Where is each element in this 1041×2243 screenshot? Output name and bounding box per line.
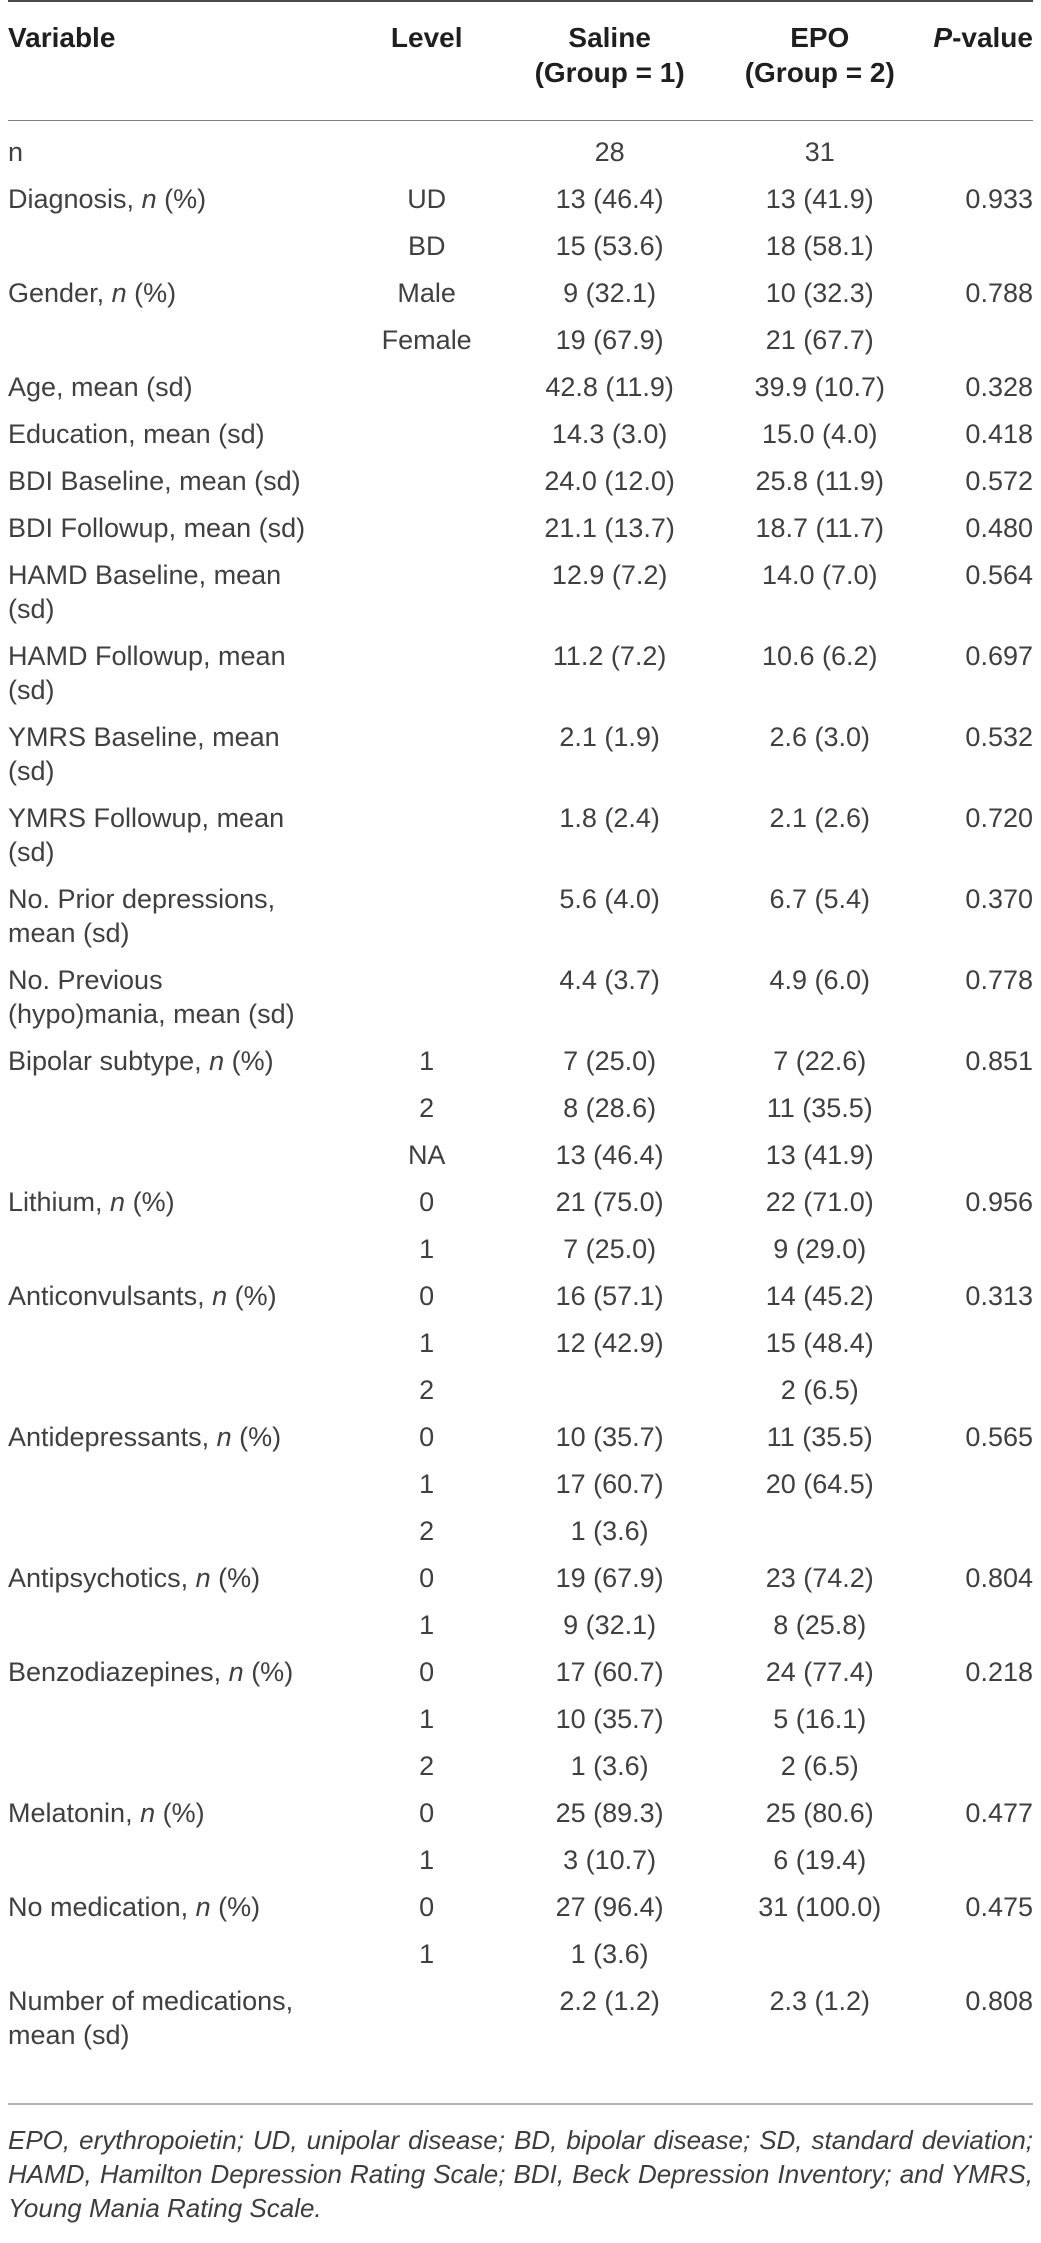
table-row bbox=[8, 1649, 1033, 1696]
level-cell: 0 bbox=[419, 1422, 435, 1452]
variable-cell: Melatonin, n (%) bbox=[8, 1798, 205, 1828]
p-value-cell: 0.218 bbox=[965, 1657, 1033, 1687]
level-cell bbox=[344, 957, 509, 1038]
variable-cell bbox=[8, 1508, 344, 1555]
epo-value-cell: 2.1 (2.6) bbox=[769, 803, 871, 833]
column-header-p-value: P-value bbox=[929, 1, 1033, 121]
saline-value-cell: 3 (10.7) bbox=[563, 1845, 657, 1875]
level-cell: 2 bbox=[419, 1375, 435, 1405]
variable-cell: Education, mean (sd) bbox=[8, 419, 265, 449]
level-cell: 1 bbox=[419, 1845, 435, 1875]
table-header bbox=[8, 1, 1033, 121]
epo-value-cell: 2 (6.5) bbox=[780, 1751, 859, 1781]
table-row bbox=[8, 714, 1033, 795]
epo-value-cell: 10 (32.3) bbox=[765, 278, 874, 308]
variable-cell: Diagnosis, n (%) bbox=[8, 184, 207, 214]
saline-value-cell: 25 (89.3) bbox=[555, 1798, 664, 1828]
level-cell bbox=[344, 795, 509, 876]
level-cell: 0 bbox=[419, 1657, 435, 1687]
variable-cell bbox=[8, 1367, 344, 1414]
table-row bbox=[8, 505, 1033, 552]
variable-cell: n bbox=[8, 137, 24, 167]
p-value-cell: 0.564 bbox=[965, 560, 1033, 590]
p-value-cell bbox=[929, 121, 1033, 177]
epo-value-cell: 18 (58.1) bbox=[765, 231, 874, 261]
level-cell: Female bbox=[381, 325, 472, 355]
p-value-cell: 0.956 bbox=[965, 1187, 1033, 1217]
characteristics-table bbox=[8, 0, 1033, 2059]
p-value-cell bbox=[929, 1743, 1033, 1790]
p-value-cell bbox=[929, 317, 1033, 364]
variable-cell bbox=[8, 1085, 344, 1132]
saline-value-cell: 27 (96.4) bbox=[555, 1892, 664, 1922]
table-row bbox=[8, 1743, 1033, 1790]
saline-value-cell: 10 (35.7) bbox=[555, 1704, 664, 1734]
p-value-cell: 0.697 bbox=[965, 641, 1033, 671]
epo-value-cell: 7 (22.6) bbox=[773, 1046, 867, 1076]
level-cell: 1 bbox=[419, 1234, 435, 1264]
level-cell: 2 bbox=[419, 1516, 435, 1546]
epo-value-cell: 22 (71.0) bbox=[765, 1187, 874, 1217]
saline-value-cell: 16 (57.1) bbox=[555, 1281, 664, 1311]
level-cell bbox=[344, 876, 509, 957]
variable-cell: Gender, n (%) bbox=[8, 278, 177, 308]
table-row bbox=[8, 121, 1033, 177]
saline-value-cell: 1.8 (2.4) bbox=[559, 803, 660, 833]
level-cell: 1 bbox=[419, 1704, 435, 1734]
epo-value-cell: 15.0 (4.0) bbox=[761, 419, 878, 449]
table-row bbox=[8, 458, 1033, 505]
p-value-cell: 0.804 bbox=[965, 1563, 1033, 1593]
saline-value-cell: 12 (42.9) bbox=[555, 1328, 664, 1358]
variable-cell: No. Prior depressions, mean (sd) bbox=[8, 884, 276, 948]
variable-cell bbox=[8, 1837, 344, 1884]
table-row bbox=[8, 1931, 1033, 1978]
table-row bbox=[8, 795, 1033, 876]
epo-value-cell: 18.7 (11.7) bbox=[755, 513, 885, 543]
level-cell: UD bbox=[407, 184, 447, 214]
epo-value-cell: 10.6 (6.2) bbox=[761, 641, 878, 671]
level-cell: 1 bbox=[419, 1469, 435, 1499]
saline-value-cell: 5.6 (4.0) bbox=[559, 884, 660, 914]
saline-value-cell: 2.2 (1.2) bbox=[559, 1986, 660, 2016]
level-cell bbox=[344, 411, 509, 458]
variable-cell: YMRS Baseline, mean (sd) bbox=[8, 722, 280, 786]
level-cell bbox=[344, 458, 509, 505]
variable-cell: No medication, n (%) bbox=[8, 1892, 261, 1922]
level-cell bbox=[344, 714, 509, 795]
p-value-cell bbox=[929, 1132, 1033, 1179]
column-header-level: Level bbox=[344, 1, 509, 121]
level-cell: Male bbox=[397, 278, 456, 308]
epo-value-cell: 2.6 (3.0) bbox=[769, 722, 871, 752]
epo-value-cell: 25 (80.6) bbox=[765, 1798, 874, 1828]
saline-value-cell: 12.9 (7.2) bbox=[551, 560, 668, 590]
table-row bbox=[8, 1320, 1033, 1367]
p-value-cell: 0.477 bbox=[965, 1798, 1033, 1828]
epo-value-cell: 9 (29.0) bbox=[773, 1234, 867, 1264]
table-row bbox=[8, 1414, 1033, 1461]
table-row bbox=[8, 1696, 1033, 1743]
saline-value-cell: 10 (35.7) bbox=[555, 1422, 664, 1452]
p-value-cell bbox=[929, 1085, 1033, 1132]
saline-value-cell: 2.1 (1.9) bbox=[559, 722, 660, 752]
variable-cell: Antipsychotics, n (%) bbox=[8, 1563, 261, 1593]
epo-value-cell bbox=[710, 1508, 929, 1555]
epo-value-cell: 24 (77.4) bbox=[765, 1657, 874, 1687]
variable-cell: Benzodiazepines, n (%) bbox=[8, 1657, 294, 1687]
table-row bbox=[8, 1978, 1033, 2059]
p-value-cell: 0.328 bbox=[965, 372, 1033, 402]
saline-value-cell bbox=[509, 1367, 710, 1414]
p-value-cell bbox=[929, 1931, 1033, 1978]
table-row bbox=[8, 1508, 1033, 1555]
variable-cell bbox=[8, 223, 344, 270]
table-row bbox=[8, 1132, 1033, 1179]
epo-value-cell: 5 (16.1) bbox=[773, 1704, 867, 1734]
table-row bbox=[8, 552, 1033, 633]
saline-value-cell: 9 (32.1) bbox=[563, 1610, 657, 1640]
table-body bbox=[8, 121, 1033, 2060]
level-cell: NA bbox=[407, 1140, 446, 1170]
p-value-cell: 0.788 bbox=[965, 278, 1033, 308]
variable-cell: Antidepressants, n (%) bbox=[8, 1422, 282, 1452]
saline-value-cell: 14.3 (3.0) bbox=[551, 419, 668, 449]
epo-value-cell: 14.0 (7.0) bbox=[761, 560, 878, 590]
level-cell: 0 bbox=[419, 1798, 435, 1828]
epo-value-cell: 23 (74.2) bbox=[765, 1563, 874, 1593]
saline-value-cell: 21 (75.0) bbox=[555, 1187, 664, 1217]
saline-value-cell: 21.1 (13.7) bbox=[544, 513, 675, 543]
variable-cell bbox=[8, 1931, 344, 1978]
table-row bbox=[8, 1461, 1033, 1508]
level-cell bbox=[344, 505, 509, 552]
p-value-cell bbox=[929, 1320, 1033, 1367]
level-cell bbox=[344, 552, 509, 633]
table-row bbox=[8, 1602, 1033, 1649]
p-value-cell: 0.572 bbox=[965, 466, 1033, 496]
p-value-cell: 0.480 bbox=[965, 513, 1033, 543]
saline-value-cell: 7 (25.0) bbox=[563, 1046, 657, 1076]
table-footnote: EPO, erythropoietin; UD, unipolar disease; BD, bipolar disease; SD, standard deviation; HAMD, Hamilton Depression Rating Scale; BDI, Beck Depression Inventory; and YMRS, Young Mania Rating Scale. bbox=[8, 2103, 1033, 2225]
saline-value-cell: 1 (3.6) bbox=[570, 1516, 649, 1546]
table-row bbox=[8, 1085, 1033, 1132]
p-value-cell: 0.565 bbox=[965, 1422, 1033, 1452]
p-value-cell: 0.370 bbox=[965, 884, 1033, 914]
variable-cell: HAMD Baseline, mean (sd) bbox=[8, 560, 282, 624]
epo-value-cell: 2.3 (1.2) bbox=[769, 1986, 871, 2016]
saline-value-cell: 8 (28.6) bbox=[563, 1093, 657, 1123]
table-row bbox=[8, 364, 1033, 411]
saline-value-cell: 1 (3.6) bbox=[570, 1751, 649, 1781]
table-row bbox=[8, 411, 1033, 458]
p-value-cell bbox=[929, 1508, 1033, 1555]
epo-value-cell: 6.7 (5.4) bbox=[769, 884, 871, 914]
epo-value-cell: 11 (35.5) bbox=[766, 1422, 873, 1452]
level-cell bbox=[344, 1978, 509, 2059]
variable-cell: YMRS Followup, mean (sd) bbox=[8, 803, 285, 867]
variable-cell bbox=[8, 1132, 344, 1179]
level-cell: 0 bbox=[419, 1281, 435, 1311]
epo-value-cell: 39.9 (10.7) bbox=[754, 372, 886, 402]
level-cell: 1 bbox=[419, 1046, 435, 1076]
p-value-cell: 0.313 bbox=[965, 1281, 1033, 1311]
p-value-cell bbox=[929, 1837, 1033, 1884]
epo-value-cell: 20 (64.5) bbox=[765, 1469, 874, 1499]
saline-value-cell: 17 (60.7) bbox=[555, 1469, 664, 1499]
saline-value-cell: 13 (46.4) bbox=[555, 1140, 664, 1170]
table-row bbox=[8, 1884, 1033, 1931]
table-row bbox=[8, 1179, 1033, 1226]
epo-value-cell: 15 (48.4) bbox=[765, 1328, 874, 1358]
epo-value-cell: 8 (25.8) bbox=[773, 1610, 867, 1640]
epo-value-cell: 31 (100.0) bbox=[758, 1892, 882, 1922]
table-row bbox=[8, 1790, 1033, 1837]
table-row bbox=[8, 317, 1033, 364]
variable-cell: BDI Baseline, mean (sd) bbox=[8, 466, 301, 496]
p-value-cell bbox=[929, 223, 1033, 270]
table-row bbox=[8, 1226, 1033, 1273]
table-row bbox=[8, 633, 1033, 714]
saline-value-cell: 9 (32.1) bbox=[563, 278, 657, 308]
column-header-epo: EPO (Group = 2) bbox=[710, 1, 929, 121]
variable-cell: Age, mean (sd) bbox=[8, 372, 193, 402]
saline-value-cell: 17 (60.7) bbox=[555, 1657, 664, 1687]
saline-value-cell: 11.2 (7.2) bbox=[552, 641, 667, 671]
epo-value-cell: 13 (41.9) bbox=[765, 1140, 874, 1170]
level-cell: 1 bbox=[419, 1610, 435, 1640]
table-row bbox=[8, 270, 1033, 317]
variable-cell: HAMD Followup, mean (sd) bbox=[8, 641, 286, 705]
epo-value-cell: 6 (19.4) bbox=[773, 1845, 867, 1875]
epo-value-cell: 21 (67.7) bbox=[765, 325, 874, 355]
p-value-cell bbox=[929, 1367, 1033, 1414]
saline-value-cell: 24.0 (12.0) bbox=[544, 466, 675, 496]
header-row bbox=[8, 1, 1033, 121]
variable-cell: BDI Followup, mean (sd) bbox=[8, 513, 306, 543]
variable-cell bbox=[8, 1743, 344, 1790]
p-value-cell bbox=[929, 1226, 1033, 1273]
p-value-cell bbox=[929, 1461, 1033, 1508]
column-header-variable: Variable bbox=[8, 1, 344, 121]
saline-value-cell: 19 (67.9) bbox=[555, 1563, 664, 1593]
p-value-cell: 0.720 bbox=[965, 803, 1033, 833]
saline-value-cell: 4.4 (3.7) bbox=[559, 965, 660, 995]
variable-cell bbox=[8, 1226, 344, 1273]
saline-value-cell: 1 (3.6) bbox=[570, 1939, 649, 1969]
level-cell: 2 bbox=[419, 1751, 435, 1781]
table-row bbox=[8, 1273, 1033, 1320]
level-cell: 0 bbox=[419, 1563, 435, 1593]
p-value-cell: 0.418 bbox=[965, 419, 1033, 449]
p-value-cell bbox=[929, 1696, 1033, 1743]
p-value-cell: 0.475 bbox=[965, 1892, 1033, 1922]
level-cell: 1 bbox=[419, 1939, 435, 1969]
level-cell bbox=[344, 121, 509, 177]
p-value-cell bbox=[929, 1602, 1033, 1649]
table-row bbox=[8, 176, 1033, 223]
saline-value-cell: 13 (46.4) bbox=[555, 184, 664, 214]
variable-cell: Bipolar subtype, n (%) bbox=[8, 1046, 274, 1076]
variable-cell bbox=[8, 1602, 344, 1649]
epo-value-cell: 31 bbox=[804, 137, 835, 167]
table-row bbox=[8, 1367, 1033, 1414]
epo-value-cell: 25.8 (11.9) bbox=[755, 466, 885, 496]
saline-value-cell: 15 (53.6) bbox=[555, 231, 664, 261]
variable-cell: Lithium, n (%) bbox=[8, 1187, 175, 1217]
level-cell bbox=[344, 364, 509, 411]
p-value-cell: 0.851 bbox=[965, 1046, 1033, 1076]
saline-value-cell: 19 (67.9) bbox=[555, 325, 664, 355]
epo-value-cell: 13 (41.9) bbox=[765, 184, 874, 214]
variable-cell bbox=[8, 1696, 344, 1743]
epo-value-cell: 14 (45.2) bbox=[765, 1281, 874, 1311]
variable-cell bbox=[8, 317, 344, 364]
table-row bbox=[8, 1837, 1033, 1884]
saline-value-cell: 28 bbox=[594, 137, 625, 167]
level-cell: 0 bbox=[419, 1187, 435, 1217]
p-value-cell: 0.532 bbox=[965, 722, 1033, 752]
p-value-cell: 0.808 bbox=[965, 1986, 1033, 2016]
epo-value-cell: 11 (35.5) bbox=[766, 1093, 873, 1123]
epo-value-cell: 2 (6.5) bbox=[780, 1375, 859, 1405]
table-row bbox=[8, 876, 1033, 957]
table-row bbox=[8, 957, 1033, 1038]
table-row bbox=[8, 1038, 1033, 1085]
variable-cell: Anticonvulsants, n (%) bbox=[8, 1281, 277, 1311]
variable-cell bbox=[8, 1461, 344, 1508]
variable-cell: No. Previous (hypo)mania, mean (sd) bbox=[8, 965, 295, 1029]
column-header-saline: Saline (Group = 1) bbox=[509, 1, 710, 121]
variable-cell bbox=[8, 1320, 344, 1367]
table-row bbox=[8, 1555, 1033, 1602]
saline-value-cell: 7 (25.0) bbox=[563, 1234, 657, 1264]
saline-value-cell: 42.8 (11.9) bbox=[545, 372, 674, 402]
p-value-cell: 0.778 bbox=[965, 965, 1033, 995]
variable-cell: Number of medications, mean (sd) bbox=[8, 1986, 294, 2050]
table-row bbox=[8, 223, 1033, 270]
level-cell bbox=[344, 633, 509, 714]
level-cell: 0 bbox=[419, 1892, 435, 1922]
p-value-cell: 0.933 bbox=[965, 184, 1033, 214]
epo-value-cell: 4.9 (6.0) bbox=[769, 965, 871, 995]
level-cell: BD bbox=[407, 231, 446, 261]
level-cell: 1 bbox=[419, 1328, 435, 1358]
epo-value-cell bbox=[710, 1931, 929, 1978]
level-cell: 2 bbox=[419, 1093, 435, 1123]
